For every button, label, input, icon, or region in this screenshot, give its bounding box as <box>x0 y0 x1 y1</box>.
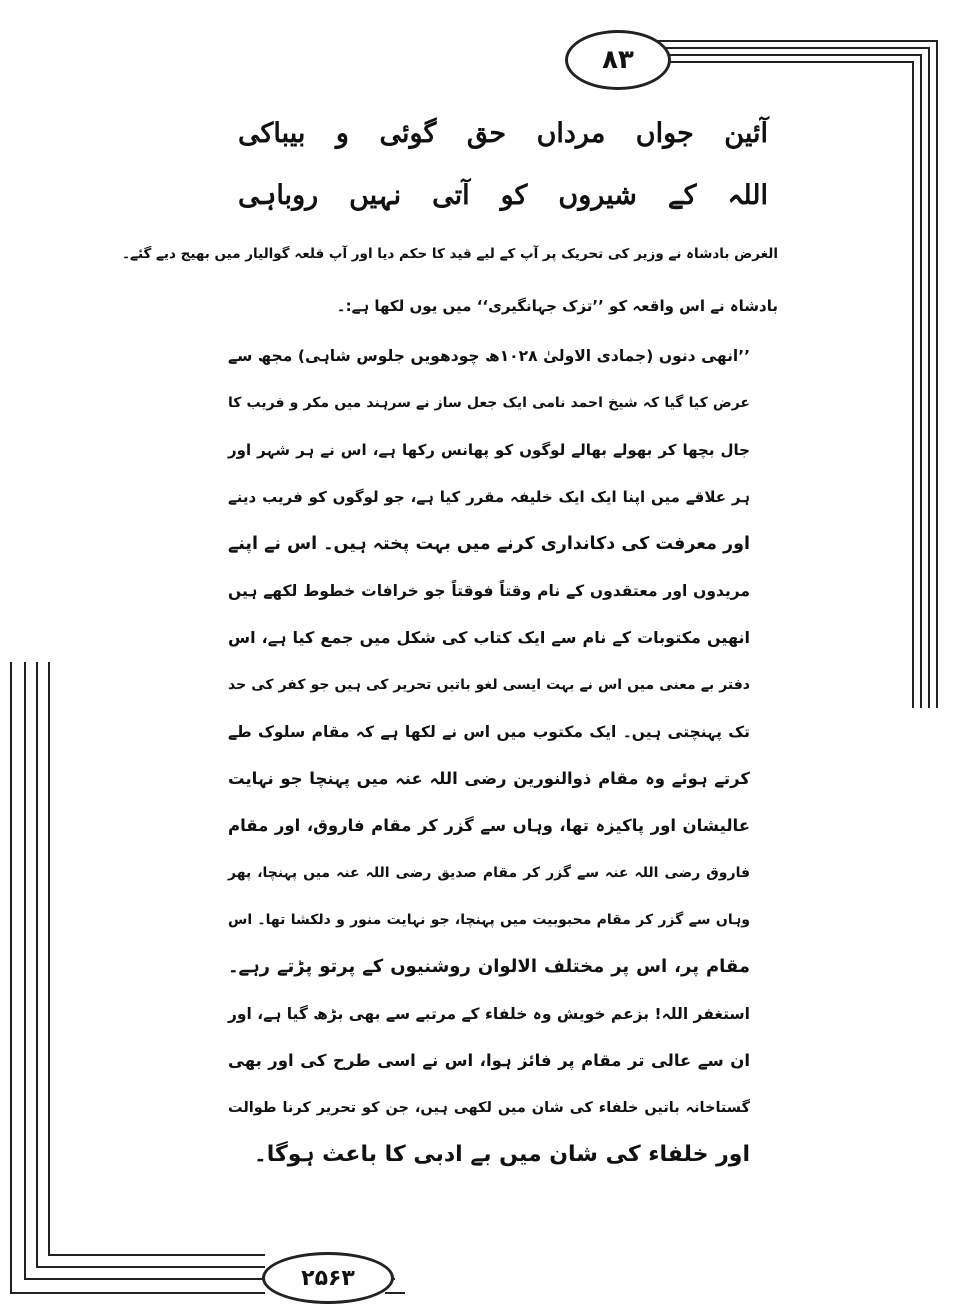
top-page-number <box>565 30 671 90</box>
couplet-word: مرداں <box>536 118 606 149</box>
bottom-page-number <box>262 1252 394 1304</box>
couplet-word: کو <box>500 180 528 211</box>
quote-line: جال بچھا کر بھولے بھالے لوگوں کو پھانس رکھا ہے، اس نے ہر شہر اور <box>228 441 750 459</box>
couplet-word: روباہی <box>238 180 319 211</box>
couplet-line-2 <box>238 180 768 224</box>
quote-line: ان سے عالی تر مقام پر فائز ہوا، اس نے اسی طرح کی اور بھی <box>228 1051 750 1070</box>
couplet-word: حق <box>466 118 507 149</box>
couplet-word: کے <box>667 180 697 211</box>
quote-line: عالیشان اور پاکیزہ تھا، وہاں سے گزر کر مقام فاروق، اور مقام <box>228 816 750 835</box>
quote-line: وہاں سے گزر کر مقام محبوبیت میں پہنچا، جو نہایت منور و دلکشا تھا۔ اس <box>228 912 750 928</box>
quote-line: دفتر بے معنی میں اس نے بہت ایسی لغو باتیں تحریر کی ہیں جو کفر کی حد <box>228 677 750 693</box>
bottom-page-number-text: ۲۵۶۳ <box>301 1265 355 1291</box>
quote-line: مقام پر، اس پر مختلف الالوان روشنیوں کے پرتو پڑتے رہے۔ <box>228 956 750 977</box>
quote-line: مریدوں اور معتقدوں کے نام وقتاً فوقتاً جو خرافات خطوط لکھے ہیں <box>228 582 750 600</box>
couplet-word: نہیں <box>349 180 402 211</box>
couplet-word: و <box>335 118 349 149</box>
quote-line: کرتے ہوئے وہ مقام ذوالنورین رضی اللہ عنہ میں پہنچا جو نہایت <box>228 769 750 788</box>
couplet-word: اللہ <box>727 180 768 211</box>
quote-line: اور معرفت کی دکانداری کرنے میں بہت پختہ ہیں۔ اس نے اپنے <box>228 534 750 554</box>
intro-line-1: الغرض بادشاہ نے وزیر کی تحریک پر آپ کے لیے قید کا حکم دیا اور آپ قلعہ گوالیار میں بھیج دیے گئے۔ <box>122 246 778 262</box>
couplet-word: آئین <box>724 118 768 149</box>
top-page-number-text: ۸۳ <box>602 45 634 75</box>
quote-line: استغفر اللہ! بزعم خویش وہ خلفاء کے مرتبے سے بھی بڑھ گیا ہے، اور <box>228 1005 750 1023</box>
couplet-word: آتی <box>432 180 470 211</box>
couplet-line-1 <box>238 118 768 162</box>
quote-line: تک پہنچتی ہیں۔ ایک مکتوب میں اس نے لکھا ہے کہ مقام سلوک طے <box>228 723 750 741</box>
quote-line: ہر علاقے میں اپنا ایک ایک خلیفہ مقرر کیا ہے، جو لوگوں کو فریب دینے <box>228 488 750 506</box>
quote-line: انھیں مکتوبات کے نام سے ایک کتاب کی شکل میں جمع کیا ہے، اس <box>228 628 750 647</box>
quote-line: فاروق رضی اللہ عنہ سے گزر کر مقام صدیق رضی اللہ عنہ میں پہنچا، پھر <box>228 865 750 881</box>
couplet-word: گوئی <box>379 118 437 149</box>
quote-line: عرض کیا گیا کہ شیخ احمد نامی ایک جعل ساز نے سرہند میں مکر و فریب کا <box>228 395 750 411</box>
quote-line: گستاخانہ باتیں خلفاء کی شان میں لکھی ہیں، جن کو تحریر کرنا طوالت <box>228 1100 750 1116</box>
couplet-word: بیباکی <box>238 118 306 149</box>
couplet-word: جواں <box>635 118 694 149</box>
quote-line: اور خلفاء کی شان میں بے ادبی کا باعث ہوگا۔ <box>253 1142 750 1167</box>
intro-line-2: بادشاہ نے اس واقعہ کو ’’تزک جہانگیری‘‘ میں یوں لکھا ہے:۔ <box>336 297 778 315</box>
quote-line: ’’انھی دنوں (جمادی الاولیٰ ۱۰۲۸ھ چودھویں جلوس شاہی) مجھ سے <box>228 347 750 365</box>
couplet-word: شیروں <box>558 180 637 211</box>
